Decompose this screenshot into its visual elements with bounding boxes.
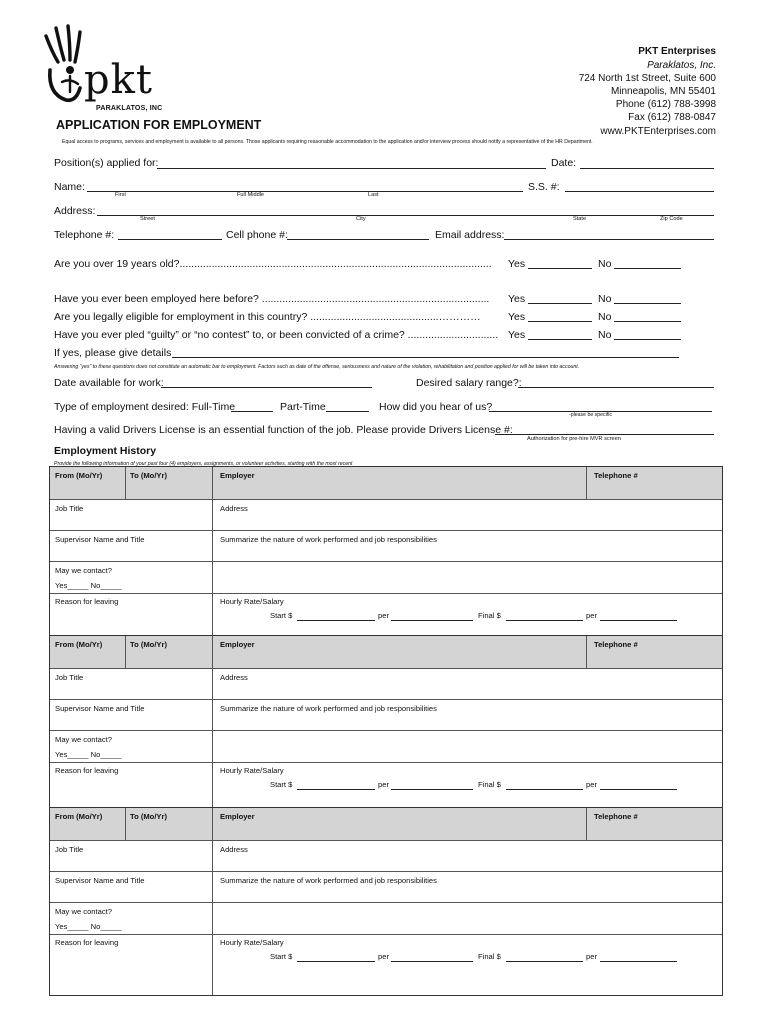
job-title-label: Job Title [55, 504, 84, 513]
job-title-label: Job Title [55, 673, 84, 682]
details-field[interactable] [172, 357, 679, 358]
employer-header: Employer [220, 471, 255, 480]
license-label: Having a valid Drivers License is an essential function of the job. Please provide Drivers License #: [54, 424, 513, 436]
telephone-label: Telephone #: [54, 229, 115, 241]
question-employed-before: Have you ever been employed here before? .............................................................................. [54, 293, 490, 305]
reason-label: Reason for leaving [55, 938, 119, 947]
job-title-row[interactable] [50, 500, 722, 531]
reason-label: Reason for leaving [55, 597, 119, 606]
contact-row[interactable] [50, 903, 722, 995]
telephone-header: Telephone # [594, 640, 638, 649]
final-field[interactable] [506, 620, 583, 621]
from-header: From (Mo/Yr) [55, 812, 103, 821]
from-header: From (Mo/Yr) [55, 471, 103, 480]
be-specific-caption: -please be specific [569, 412, 612, 418]
job-title-row[interactable] [50, 669, 722, 700]
supervisor-row[interactable] [50, 700, 722, 731]
company-logo [40, 22, 170, 122]
address-cell-label: Address [220, 845, 248, 854]
to-header: To (Mo/Yr) [130, 812, 167, 821]
address-cell-label: Address [220, 504, 248, 513]
employment-type-label: Type of employment desired: Full-Time [54, 401, 236, 413]
question-age: Are you over 19 years old?........................................................................................................... [54, 258, 492, 270]
summary-label: Summarize the nature of work performed and job responsibilities [220, 535, 437, 544]
part-time-field[interactable] [326, 411, 369, 412]
disclaimer-text: Answering “yes” to these questions does not constitute an automatic bar to employment. Factors such as date of the offense, seriousness and nature of the violation, rehabilitation and position applied for will be taken into account. [54, 364, 580, 370]
start-per-field[interactable] [391, 620, 473, 621]
final-per-field[interactable] [600, 789, 677, 790]
position-label: Position(s) applied for: [54, 157, 159, 169]
reason-label: Reason for leaving [55, 766, 119, 775]
final-per-field[interactable] [600, 620, 677, 621]
addr-state-caption: State [573, 216, 587, 222]
telephone-header: Telephone # [594, 812, 638, 821]
heard-label: How did you hear of us? [379, 401, 493, 413]
start-per-field[interactable] [391, 789, 473, 790]
employed-yes-field[interactable] [528, 303, 592, 304]
may-contact-label: May we contact? [55, 907, 112, 916]
supervisor-label: Supervisor Name and Title [55, 876, 145, 885]
salary-label: Desired salary range?: [416, 377, 522, 389]
guilty-no-label: No [598, 329, 612, 341]
company-name: PKT Enterprises [638, 46, 716, 57]
addr-zip-caption: Zip Code [660, 216, 683, 222]
employer-table-3 [49, 807, 723, 996]
email-field[interactable] [504, 239, 714, 240]
date-available-field[interactable] [161, 387, 372, 388]
cell-label: Cell phone #: [226, 229, 288, 241]
employment-history-heading: Employment History [54, 445, 157, 457]
start-label: Start $ [270, 780, 293, 789]
telephone-header: Telephone # [594, 471, 638, 480]
guilty-no-field[interactable] [614, 339, 681, 340]
employer-table-2 [49, 635, 723, 824]
employer-header: Employer [220, 812, 255, 821]
start-field[interactable] [297, 620, 375, 621]
logo-mark-text: pkt [84, 57, 153, 103]
name-field[interactable] [87, 191, 523, 192]
start-label: Start $ [270, 611, 293, 620]
may-contact-label: May we contact? [55, 566, 112, 575]
question-guilty: Have you ever pled “guilty” or “no contest” to, or been convicted of a crime? ............................... [54, 329, 499, 341]
eligible-no-label: No [598, 311, 612, 323]
final-field[interactable] [506, 961, 583, 962]
part-time-label: Part-Time [280, 401, 326, 413]
age-yes-label: Yes [508, 258, 526, 270]
question-eligible: Are you legally eligible for employment in this country? ............................................………… [54, 311, 481, 323]
job-title-row[interactable] [50, 841, 722, 872]
yes-no-field[interactable]: Yes_____ No_____ [55, 922, 122, 931]
address-field[interactable] [97, 215, 714, 216]
rate-label: Hourly Rate/Salary [220, 938, 284, 947]
summary-label: Summarize the nature of work performed and job responsibilities [220, 876, 437, 885]
address-label: Address: [54, 205, 96, 217]
summary-label: Summarize the nature of work performed and job responsibilities [220, 704, 437, 713]
job-title-label: Job Title [55, 845, 84, 854]
rate-label: Hourly Rate/Salary [220, 597, 284, 606]
eligible-yes-field[interactable] [528, 321, 592, 322]
company-web: www.PKTEnterprises.com [600, 126, 716, 137]
eligible-yes-label: Yes [508, 311, 526, 323]
company-street: 724 North 1st Street, Suite 600 [578, 73, 716, 84]
final-field[interactable] [506, 789, 583, 790]
logo-sub-text: PARAKLATOS, INC [96, 105, 163, 112]
company-phone: Phone (612) 788-3998 [615, 99, 716, 110]
addr-city-caption: City [356, 216, 366, 222]
employer-header-row [50, 808, 722, 841]
employer-header-row [50, 467, 722, 500]
age-yes-field[interactable] [528, 268, 592, 269]
supervisor-row[interactable] [50, 531, 722, 562]
cell-field[interactable] [287, 239, 429, 240]
page-title: APPLICATION FOR EMPLOYMENT [56, 118, 262, 132]
start-per-label: per [378, 780, 389, 789]
age-no-label: No [598, 258, 612, 270]
to-header: To (Mo/Yr) [130, 471, 167, 480]
employer-header: Employer [220, 640, 255, 649]
company-city: Minneapolis, MN 55401 [610, 86, 716, 97]
final-label: Final $ [478, 952, 501, 961]
name-last-caption: Last [368, 192, 379, 198]
final-label: Final $ [478, 611, 501, 620]
name-first-caption: First [115, 192, 126, 198]
supervisor-row[interactable] [50, 872, 722, 903]
final-per-field[interactable] [600, 961, 677, 962]
telephone-field[interactable] [118, 239, 222, 240]
addr-street-caption: Street [140, 216, 155, 222]
ssn-label: S.S. #: [528, 181, 560, 193]
start-field[interactable] [297, 789, 375, 790]
employed-no-field[interactable] [614, 303, 681, 304]
final-per-label: per [586, 780, 597, 789]
name-middle-caption: Full Middle [237, 192, 265, 198]
full-time-field[interactable] [231, 411, 273, 412]
yes-no-field[interactable]: Yes_____ No_____ [55, 750, 122, 759]
employed-yes-label: Yes [508, 293, 526, 305]
license-field[interactable] [495, 434, 714, 435]
position-field[interactable] [157, 168, 546, 169]
company-parent: Paraklatos, Inc. [647, 60, 716, 71]
final-per-label: per [586, 611, 597, 620]
guilty-yes-field[interactable] [528, 339, 592, 340]
email-label: Email address: [435, 229, 505, 241]
equal-access-notice: Equal access to programs, services and employment is available to all persons. Those applicants requiring reasonable accommodation to the application and/or interview process should notify a representative of the HR Department. [62, 139, 593, 145]
ssn-field[interactable] [565, 191, 714, 192]
details-label: If yes, please give details [54, 347, 172, 359]
date-available-label: Date available for work: [54, 377, 164, 389]
name-label: Name: [54, 181, 85, 193]
employer-header-row [50, 636, 722, 669]
date-field[interactable] [580, 168, 714, 169]
may-contact-label: May we contact? [55, 735, 112, 744]
start-field[interactable] [297, 961, 375, 962]
supervisor-label: Supervisor Name and Title [55, 704, 145, 713]
final-per-label: per [586, 952, 597, 961]
guilty-yes-label: Yes [508, 329, 526, 341]
employed-no-label: No [598, 293, 612, 305]
company-fax: Fax (612) 788-0847 [628, 112, 716, 123]
employer-table-1 [49, 466, 723, 655]
eligible-no-field[interactable] [614, 321, 681, 322]
to-header: To (Mo/Yr) [130, 640, 167, 649]
rate-label: Hourly Rate/Salary [220, 766, 284, 775]
start-per-field[interactable] [391, 961, 473, 962]
age-no-field[interactable] [614, 268, 681, 269]
mvr-caption: Authorization for pre-hire MVR screen [527, 436, 621, 442]
start-per-label: per [378, 611, 389, 620]
address-cell-label: Address [220, 673, 248, 682]
start-label: Start $ [270, 952, 293, 961]
start-per-label: per [378, 952, 389, 961]
date-label: Date: [551, 157, 577, 169]
final-label: Final $ [478, 780, 501, 789]
yes-no-field[interactable]: Yes_____ No_____ [55, 581, 122, 590]
from-header: From (Mo/Yr) [55, 640, 103, 649]
supervisor-label: Supervisor Name and Title [55, 535, 145, 544]
employment-history-instructions: Provide the following information of your past four (4) employers, assignments, or volunteer activities, starting with the most recent [54, 461, 353, 467]
salary-field[interactable] [518, 387, 714, 388]
